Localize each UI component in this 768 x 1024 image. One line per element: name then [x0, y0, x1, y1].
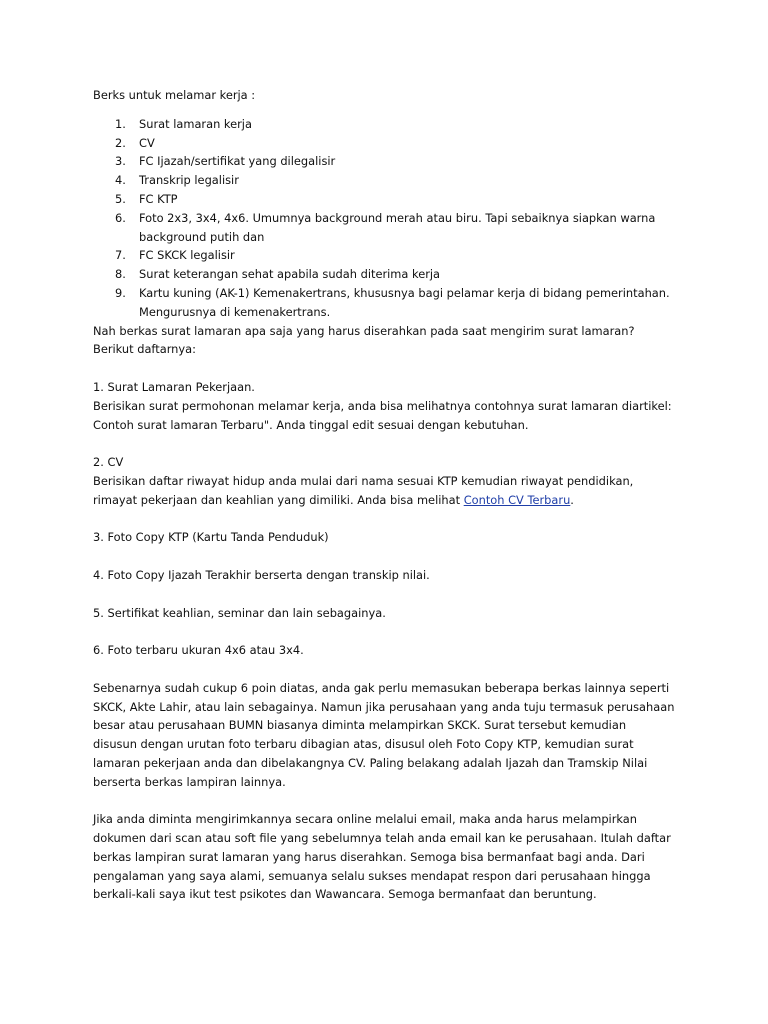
section-title: 6. Foto terbaru ukuran 4x6 atau 3x4. [93, 643, 304, 658]
list-number: 8. [115, 267, 126, 282]
list-item [115, 265, 708, 284]
list-text: Kartu kuning (AK-1) Kemenakertrans, khususnya bagi pelamar kerja di bidang pemerintahan. Mengurusnya di kemenakertrans. [139, 285, 670, 319]
paragraph-line: disusun dengan urutan foto terbaru dibagian atas, disusul oleh Foto Copy KTP, kemudian surat [93, 737, 634, 752]
paragraph-line: dokumen dari scan atau soft file yang sebelumnya telah anda email kan ke perusahaan. Itulah daftar [93, 831, 671, 846]
list-item [115, 115, 708, 134]
intro-line: Nah berkas surat lamaran apa saja yang harus diserahkan pada saat mengirim surat lamaran? [93, 323, 635, 338]
spacer [93, 510, 708, 529]
list-number: 1. [115, 116, 126, 131]
list-item [115, 209, 708, 247]
paragraph-line: Sebenarnya sudah cukup 6 poin diatas, anda gak perlu memasukan beberapa berkas lainnya seperti [93, 680, 670, 695]
spacer [93, 622, 708, 641]
list-text: Foto 2x3, 3x4, 4x6. Umumnya background merah atau biru. Tapi sebaiknya siapkan warna background putih dan [139, 210, 656, 244]
spacer [93, 660, 708, 679]
section-text: rimayat pekerjaan dan keahlian yang dimiliki. Anda bisa melihat [93, 492, 464, 507]
list-item [115, 284, 708, 322]
list-item [115, 134, 708, 153]
paragraph-line: berkali-kali saya ikut test psikotes dan Wawancara. Semoga bermanfaat dan beruntung. [93, 887, 597, 902]
spacer [93, 547, 708, 566]
list-number: 9. [115, 285, 126, 300]
paragraph-line: berkas lampiran surat lamaran yang harus diserahkan. Semoga bisa bermanfaat bagi anda. Dari [93, 849, 645, 864]
list-text: FC SKCK legalisir [139, 248, 235, 263]
list-item [115, 190, 708, 209]
list-text: Surat lamaran kerja [139, 116, 252, 131]
section-title: 3. Foto Copy KTP (Kartu Tanda Penduduk) [93, 530, 329, 545]
spacer [93, 585, 708, 604]
list-number: 4. [115, 173, 126, 188]
requirements-list [93, 115, 708, 322]
paragraph-line: Jika anda diminta mengirimkannya secara online melalui email, maka anda harus melampirkan [93, 812, 637, 827]
list-item [115, 246, 708, 265]
list-number: 2. [115, 135, 126, 150]
list-text: CV [139, 135, 155, 150]
paragraph-line: besar atau perusahaan BUMN biasanya diminta melampirkan SKCK. Surat tersebut kemudian [93, 718, 627, 733]
list-item [115, 171, 708, 190]
section-text: Berisikan surat permohonan melamar kerja, anda bisa melihatnya contohnya surat lamaran diartikel: [93, 398, 672, 413]
section-text: . [570, 492, 574, 507]
list-number: 6. [115, 210, 126, 225]
document-heading: Berks untuk melamar kerja : [93, 88, 256, 102]
paragraph-line: SKCK, Akte Lahir, atau lain sebagainya. Namun jika perusahaan yang anda tuju termasuk perusahaan [93, 699, 675, 714]
section-text-with-link [93, 491, 708, 510]
list-number: 7. [115, 248, 126, 263]
list-number: 3. [115, 154, 126, 169]
section-title: 1. Surat Lamaran Pekerjaan. [93, 379, 255, 394]
section-title: 4. Foto Copy Ijazah Terakhir berserta dengan transkip nilai. [93, 567, 430, 582]
spacer [93, 434, 708, 453]
list-number: 5. [115, 191, 126, 206]
list-text: Transkrip legalisir [139, 173, 239, 188]
spacer [93, 359, 708, 378]
section-text: Berisikan daftar riwayat hidup anda mulai dari nama sesuai KTP kemudian riwayat pendidikan, [93, 473, 634, 488]
spacer [93, 791, 708, 810]
intro-line: Berikut daftarnya: [93, 342, 196, 357]
section-text: Contoh surat lamaran Terbaru". Anda tinggal edit sesuai dengan kebutuhan. [93, 417, 529, 432]
section-title: 5. Sertifikat keahlian, seminar dan lain sebagainya. [93, 605, 386, 620]
section-title: 2. CV [93, 455, 124, 470]
list-text: FC Ijazah/sertifikat yang dilegalisir [139, 154, 336, 169]
paragraph-line: lamaran pekerjaan anda dan dibelakangnya CV. Paling belakang adalah Ijazah dan Tramskip Nilai [93, 755, 648, 770]
list-text: Surat keterangan sehat apabila sudah diterima kerja [139, 267, 441, 282]
paragraph-line: pengalaman yang saya alami, semuanya selalu sukses mendapat respon dari perusahaan hingga [93, 868, 651, 883]
list-item [115, 152, 708, 171]
paragraph-line: berserta berkas lampiran lainnya. [93, 774, 286, 789]
cv-example-link[interactable]: Contoh CV Terbaru [463, 492, 571, 507]
list-text: FC KTP [139, 191, 178, 206]
